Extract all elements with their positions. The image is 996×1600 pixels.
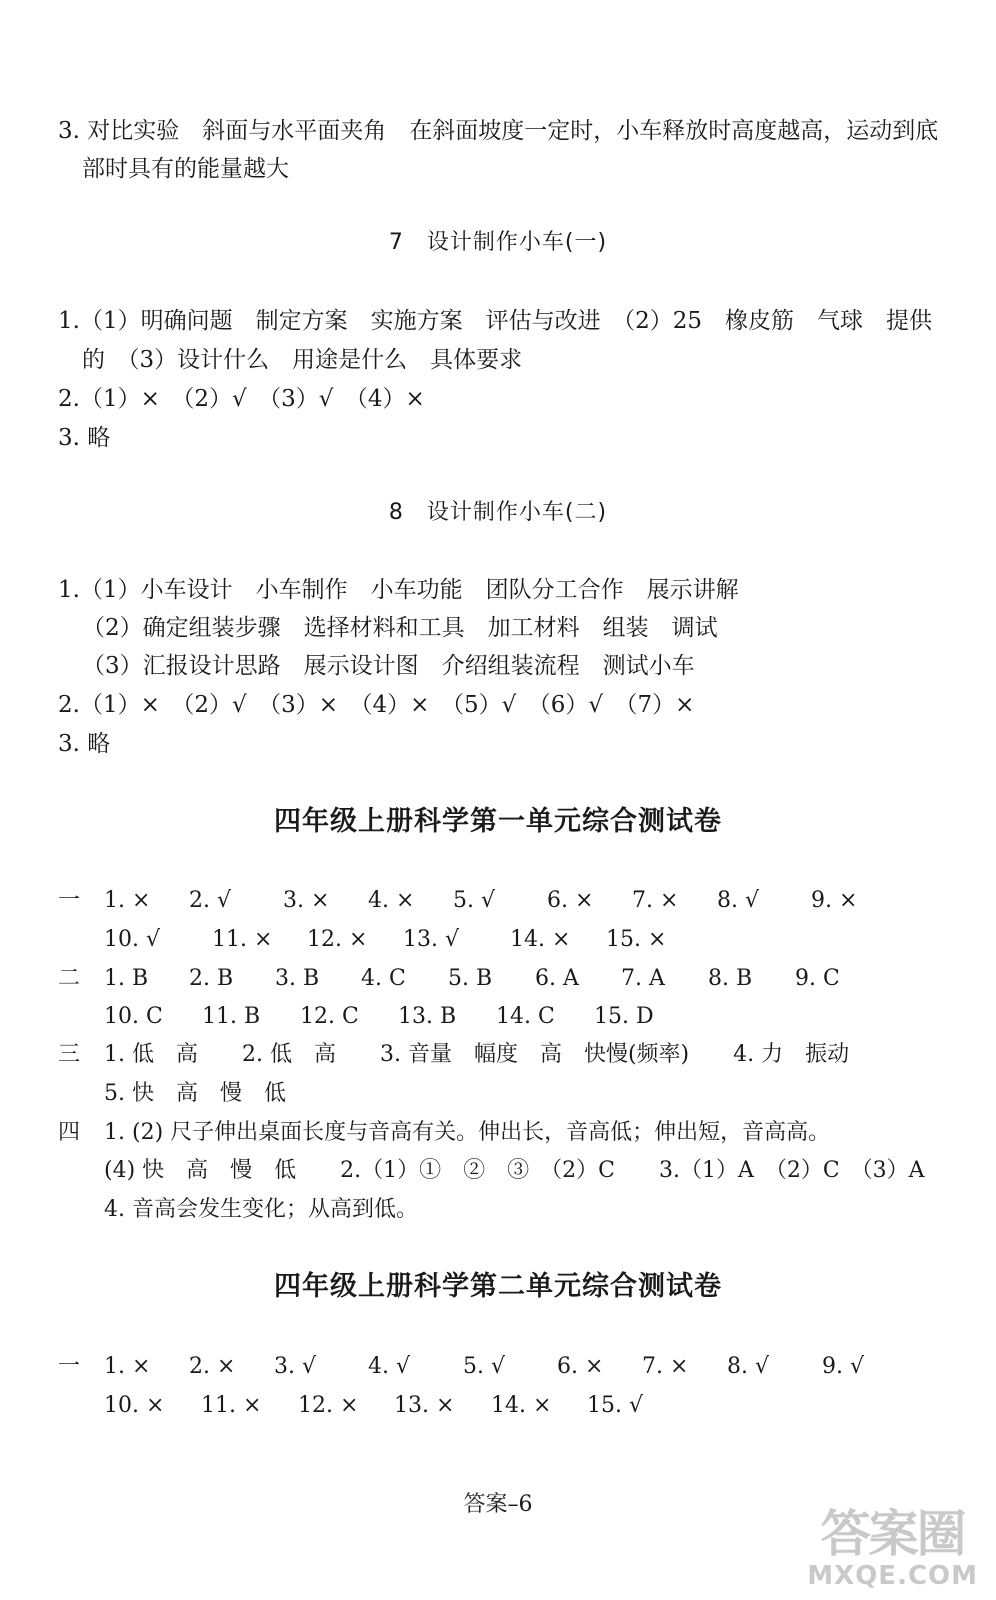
unit2-part1-answer: 6. × — [557, 1354, 604, 1379]
lesson7-q1-line1: 1.（1）明确问题 制定方案 实施方案 评估与改进 （2）25 橡皮筋 气球 提供 — [58, 308, 932, 334]
unit1-part2-answer: 5. B — [448, 966, 493, 991]
lesson8-q1-line3: （3）汇报设计思路 展示设计图 介绍组装流程 测试小车 — [82, 653, 695, 679]
watermark-en: MXQE.COM — [807, 1561, 978, 1591]
lesson7-q1-line2: 的 （3）设计什么 用途是什么 具体要求 — [82, 347, 523, 373]
unit1-part2-answer: 14. C — [496, 1004, 555, 1029]
unit2-part1-answer: 2. × — [189, 1354, 236, 1379]
unit1-part2-answer: 10. C — [104, 1004, 163, 1029]
unit2-part1-answer: 10. × — [104, 1393, 165, 1418]
unit1-part4-line2: (4) 快 高 慢 低 2.（1）① ② ③ （2）C 3.（1）A （2）C （3）A — [104, 1158, 925, 1183]
unit1-part2-answer: 3. B — [275, 966, 320, 991]
lesson7-q3: 3. 略 — [58, 425, 111, 451]
watermark-cn: 答案圈 — [820, 1505, 965, 1563]
unit1-part1-answer: 4. × — [368, 888, 415, 913]
unit2-part1-answer: 7. × — [642, 1354, 689, 1379]
unit1-part2-answer: 6. A — [535, 966, 579, 991]
unit1-part1-answer: 7. × — [632, 888, 679, 913]
lesson8-q3: 3. 略 — [58, 731, 111, 757]
unit1-part1-answer: 12. × — [307, 927, 368, 952]
unit1-part1-answer: 8. √ — [717, 888, 760, 913]
unit2-part1-answer: 1. × — [104, 1354, 151, 1379]
unit1-part2-answer: 11. B — [202, 1004, 261, 1029]
unit1-part2-answer: 1. B — [104, 966, 149, 991]
unit1-part2-answer: 9. C — [795, 966, 840, 991]
unit1-test-title: 四年级上册科学第一单元综合测试卷 — [274, 806, 722, 837]
unit1-part1-answer: 1. × — [104, 888, 151, 913]
lesson8-q2: 2.（1）× （2）√ （3）× （4）× （5）√ （6）√ （7）× — [58, 692, 695, 718]
lesson8-q1-line2: （2）确定组装步骤 选择材料和工具 加工材料 组装 调试 — [82, 615, 718, 641]
unit1-part1-answer: 10. √ — [104, 927, 160, 952]
unit1-part2-answer: 13. B — [398, 1004, 457, 1029]
unit2-part1-label: 一 — [58, 1354, 81, 1379]
unit2-part1-answer: 9. √ — [822, 1354, 865, 1379]
unit1-part2-answer: 12. C — [300, 1004, 359, 1029]
unit1-part4-line3: 4. 音高会发生变化；从高到低。 — [104, 1197, 418, 1222]
unit1-part4-line1: 1. (2) 尺子伸出桌面长度与音高有关。伸出长，音高低；伸出短，音高高。 — [104, 1120, 831, 1145]
lesson7-q2: 2.（1）× （2）√ （3）√ （4）× — [58, 386, 425, 412]
unit2-part1-answer: 8. √ — [727, 1354, 770, 1379]
page-number: 答案–6 — [463, 1492, 533, 1517]
unit1-part1-answer: 15. × — [606, 927, 667, 952]
unit1-part4-label: 四 — [58, 1120, 81, 1145]
unit1-part3-line2: 5. 快 高 慢 低 — [104, 1081, 286, 1106]
unit2-part1-answer: 13. × — [394, 1393, 455, 1418]
unit1-part1-label: 一 — [58, 888, 81, 913]
answer-3-line2: 部时具有的能量越大 — [82, 156, 289, 182]
unit1-part3-line1: 1. 低 高 2. 低 高 3. 音量 幅度 高 快慢(频率) 4. 力 振动 — [104, 1042, 850, 1067]
lesson8-title: 8 设计制作小车(二) — [388, 500, 608, 525]
unit1-part1-answer: 9. × — [811, 888, 858, 913]
unit2-part1-answer: 5. √ — [463, 1354, 506, 1379]
unit1-part2-answer: 8. B — [708, 966, 753, 991]
unit2-part1-answer: 4. √ — [368, 1354, 411, 1379]
unit1-part2-answer: 4. C — [361, 966, 406, 991]
unit1-part1-answer: 6. × — [547, 888, 594, 913]
unit1-part2-answer: 15. D — [594, 1004, 654, 1029]
unit1-part3-label: 三 — [58, 1042, 81, 1067]
unit2-part1-answer: 14. × — [491, 1393, 552, 1418]
unit1-part1-answer: 2. √ — [189, 888, 232, 913]
unit1-part1-answer: 14. × — [510, 927, 571, 952]
unit1-part1-answer: 3. × — [283, 888, 330, 913]
lesson8-q1-line1: 1.（1）小车设计 小车制作 小车功能 团队分工合作 展示讲解 — [58, 577, 739, 603]
unit2-part1-answer: 3. √ — [274, 1354, 317, 1379]
unit1-part2-answer: 7. A — [621, 966, 665, 991]
unit1-part2-answer: 2. B — [189, 966, 234, 991]
answer-3-line1: 3. 对比实验 斜面与水平面夹角 在斜面坡度一定时，小车释放时高度越高，运动到底 — [58, 118, 939, 144]
unit1-part2-label: 二 — [58, 966, 81, 991]
lesson7-title: 7 设计制作小车(一) — [388, 230, 608, 255]
unit1-part1-answer: 5. √ — [453, 888, 496, 913]
unit2-test-title: 四年级上册科学第二单元综合测试卷 — [274, 1271, 722, 1302]
watermark-logo — [807, 1506, 978, 1590]
unit2-part1-answer: 15. √ — [587, 1393, 643, 1418]
unit2-part1-answer: 11. × — [201, 1393, 262, 1418]
unit1-part1-answer: 11. × — [212, 927, 273, 952]
unit2-part1-answer: 12. × — [298, 1393, 359, 1418]
unit1-part1-answer: 13. √ — [403, 927, 459, 952]
